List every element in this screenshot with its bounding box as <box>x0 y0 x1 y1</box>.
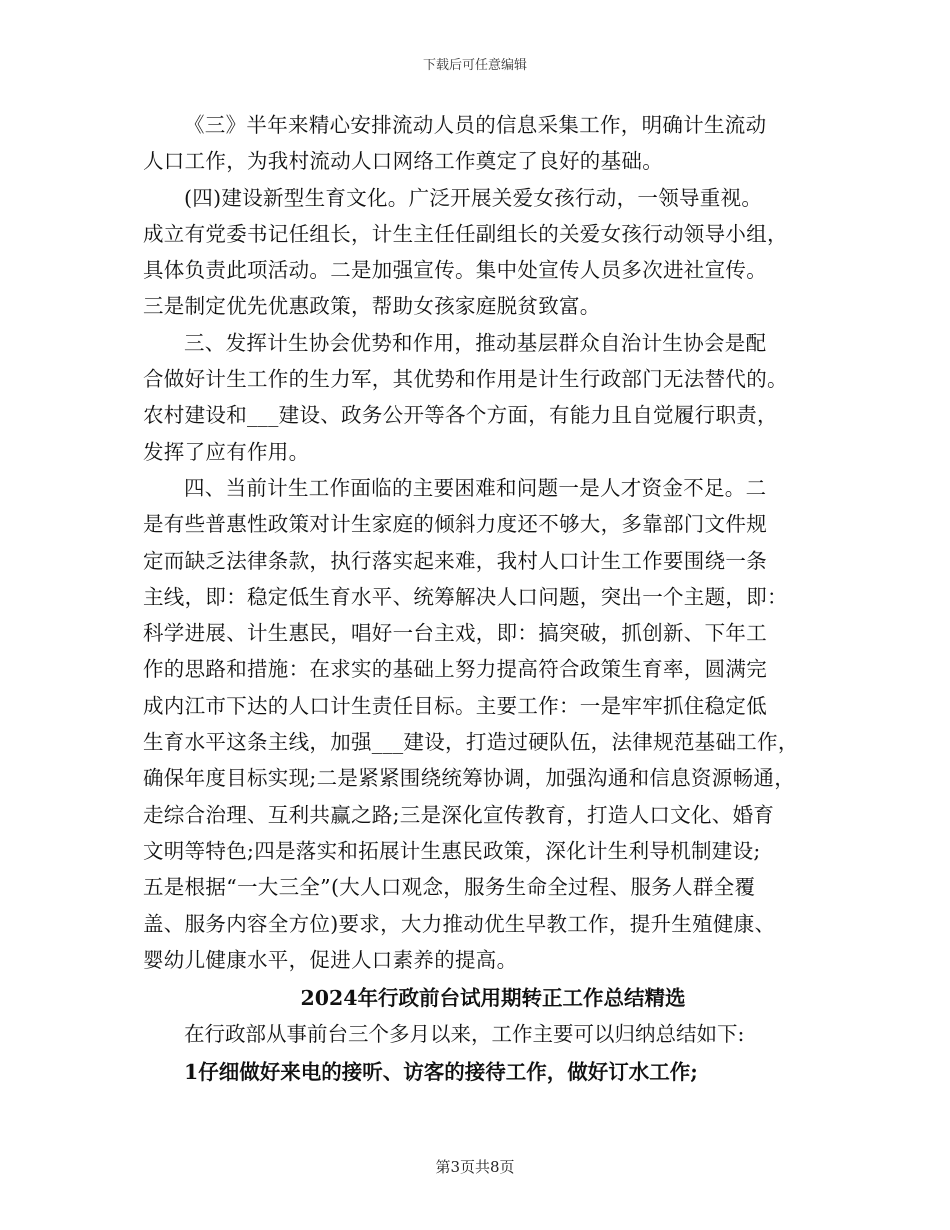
numbered-item-1: 1仔细做好来电的接听、访客的接待工作，做好订水工作; <box>184 1060 698 1085</box>
text-line: 五是根据“一大三全”(大人口观念，服务生命全过程、服务人群全覆 <box>143 875 756 900</box>
text-line: 确保年度目标实现;二是紧紧围绕统筹协调，加强沟通和信息资源畅通， <box>143 766 796 791</box>
text-line: 成立有党委书记任组长，计生主任任副组长的关爱女孩行动领导小组， <box>143 221 788 246</box>
text-line: 人口工作，为我村流动人口网络工作奠定了良好的基础。 <box>143 149 663 174</box>
text-line: 主线，即：稳定低生育水平、统筹解决人口问题，突出一个主题，即： <box>143 584 788 609</box>
section-title: 2024年行政前台试用期转正工作总结精选 <box>300 986 686 1011</box>
text-line: 走综合治理、互利共赢之路;三是深化宣传教育，打造人口文化、婚育 <box>143 802 775 827</box>
intro-paragraph: 在行政部从事前台三个多月以来，工作主要可以归纳总结如下: <box>184 1022 745 1047</box>
text-line: 《三》半年来精心安排流动人员的信息采集工作，明确计生流动 <box>184 113 767 137</box>
text-line: 三是制定优先优惠政策，帮助女孩家庭脱贫致富。 <box>143 294 601 319</box>
paragraph-birth-culture <box>143 180 823 325</box>
text-line: 合做好计生工作的生力军，其优势和作用是计生行政部门无法替代的。 <box>143 367 788 392</box>
text-line: 文明等特色;四是落实和拓展计生惠民政策，深化计生利导机制建设; <box>143 838 761 863</box>
text-line: 生育水平这条主线，加强___建设，打造过硬队伍，法律规范基础工作， <box>143 730 799 755</box>
paragraph-difficulties <box>143 470 823 978</box>
text-line: 是有些普惠性政策对计生家庭的倾斜力度还不够大，多靠部门文件规 <box>143 512 767 537</box>
text-line: 盖、服务内容全方位)要求，大力推动优生早教工作，提升生殖健康、 <box>143 911 776 936</box>
text-line: 农村建设和___建设、政务公开等各个方面，有能力且自觉履行职责， <box>143 403 778 428</box>
paragraph-info-collection <box>143 107 823 180</box>
text-line: 科学进展、计生惠民，唱好一台主戏，即：搞突破，抓创新、下年工 <box>143 621 767 646</box>
text-line: 定而缺乏法律条款，执行落实起来难，我村人口计生工作要围绕一条 <box>143 548 767 573</box>
text-line: 成内江市下达的人口计生责任目标。主要工作：一是牢牢抓住稳定低 <box>143 693 767 718</box>
text-line: 四、当前计生工作面临的主要困难和问题一是人才资金不足。二 <box>184 475 767 500</box>
text-line: 发挥了应有作用。 <box>143 439 310 464</box>
text-line: 作的思路和措施：在求实的基础上努力提高符合政策生育率，圆满完 <box>143 657 767 682</box>
page-footer: 第3页共8页 <box>435 1158 515 1176</box>
document-body <box>143 107 823 1091</box>
text-line: 婴幼儿健康水平，促进人口素养的提高。 <box>143 947 518 972</box>
paragraph-association-role <box>143 325 823 470</box>
page-header: 下载后可任意编辑 <box>422 58 527 73</box>
text-line: 具体负责此项活动。二是加强宣传。集中处宣传人员多次进社宣传。 <box>143 258 767 283</box>
text-line: 三、发挥计生协会优势和作用，推动基层群众自治计生协会是配 <box>184 330 767 355</box>
text-line: (四)建设新型生育文化。广泛开展关爱女孩行动，一领导重视。 <box>184 185 763 210</box>
